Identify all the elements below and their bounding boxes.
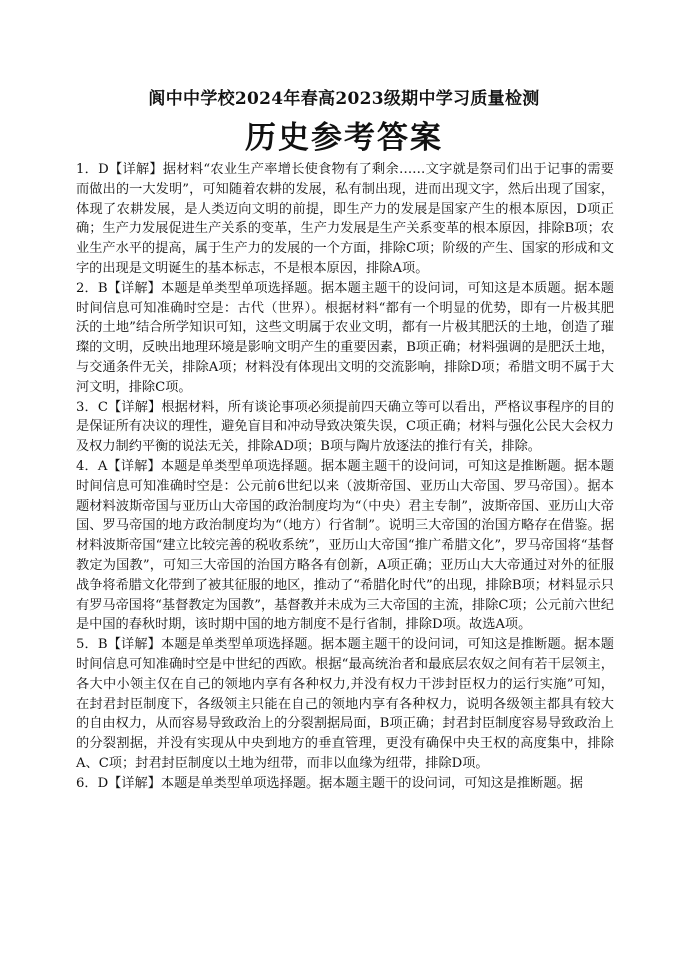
page-title: 历史参考答案	[245, 120, 443, 156]
answer-item-6: 6．D【详解】本题是单类型单项选择题。据本题主题干的设问词，可知这是推断题。据	[76, 775, 583, 791]
answer-content	[76, 160, 614, 794]
answer-item-4: 4．A【详解】本题是单类型单项选择题。据本题主题干的设问词，可知这是推断题。据本题时间信息可知准确时空是：公元前6世纪以来（波斯帝国、亚历山大帝国、罗马帝国）。据本题材料波斯帝国与亚历山大帝国的政治制度均为“（中央）君主专制”，波斯帝国、亚历山大帝国、罗马帝国的地方政治制度均为“（地方）行省制”。说明三大帝国的治国方略存在借鉴。据材料波斯帝国“建立比较完善的税收系统”，亚历山大帝国“推广希腊文化”，罗马帝国将“基督教定为国教”，可知三大帝国的治国方略各有创新，A项正确；亚历山大大帝通过对外的征服战争将希腊文化带到了被其征服的地区，推动了“希腊化时代”的出现，排除B项；材料显示只有罗马帝国将“基督教定为国教”，基督教并未成为三大帝国的主流，排除C项；公元前六世纪是中国的春秋时期，该时期中国的地方制度不是行省制，排除D项。故选A项。	[76, 458, 614, 633]
answer-item-1: 1．D【详解】据材料“农业生产率增长使食物有了剩余……文字就是祭司们出于记事的需要而做出的一大发明”，可知随着农耕的发展，私有制出现，进而出现文字，然后出现了国家，体现了农耕发展，是人类迈向文明的前提，即生产力的发展是国家产生的根本原因，D项正确；生产力发展促进生产关系的变革，生产力发展是生产关系变革的根本原因，排除B项；农业生产水平的提高，属于生产力的发展的一个方面，排除C项；阶级的产生、国家的形成和文字的出现是文明诞生的基本标志，不是根本原因，排除A项。	[76, 162, 614, 276]
answer-item-2: 2．B【详解】本题是单类型单项选择题。据本题主题干的设问词，可知这是本质题。据本题时间信息可知准确时空是：古代（世界）。根据材料“都有一个明显的优势，即有一片极其肥沃的土地”结合所学知识可知，这些文明属于农业文明，都有一片极其肥沃的土地，创造了璀璨的文明，反映出地理环境是影响文明产生的重要因素，B项正确；材料强调的是肥沃土地，与交通条件无关，排除A项；材料没有体现出文明的交流影响，排除D项；希腊文明不属于大河文明，排除C项。	[76, 280, 614, 395]
answer-item-3: 3．C【详解】根据材料，所有谈论事项必须提前四天确立等可以看出，严格议事程序的目的是保证所有决议的理性，避免盲目和冲动导致决策失误，C项正确；材料与强化公民大会权力及权力制约平衡的说法无关，排除AD项；B项与陶片放逐法的推行有关，排除。	[76, 399, 614, 455]
answer-item-5: 5．B【详解】本题是单类型单项选择题。据本题主题干的设问词，可知这是推断题。据本题时间信息可知准确时空是中世纪的西欧。根据“最高统治者和最底层农奴之间有若干层领主，各大中小领主仅在自己的领地内享有各种权力,并没有权力干涉封臣权力的运行实施”可知，在封君封臣制度下，各级领主只能在自己的领地内享有各种权力，说明各级领主都具有较大的自由权力，从而容易导致政治上的分裂割据局面，B项正确；封君封臣制度容易导致政治上的分裂割据，并没有实现从中央到地方的垂直管理，更没有确保中央王权的高度集中，排除A、C项；封君封臣制度以土地为纽带，而非以血缘为纽带，排除D项。	[76, 637, 614, 771]
exam-subtitle: 阆中中学校2024年春高2023级期中学习质量检测	[148, 89, 540, 109]
